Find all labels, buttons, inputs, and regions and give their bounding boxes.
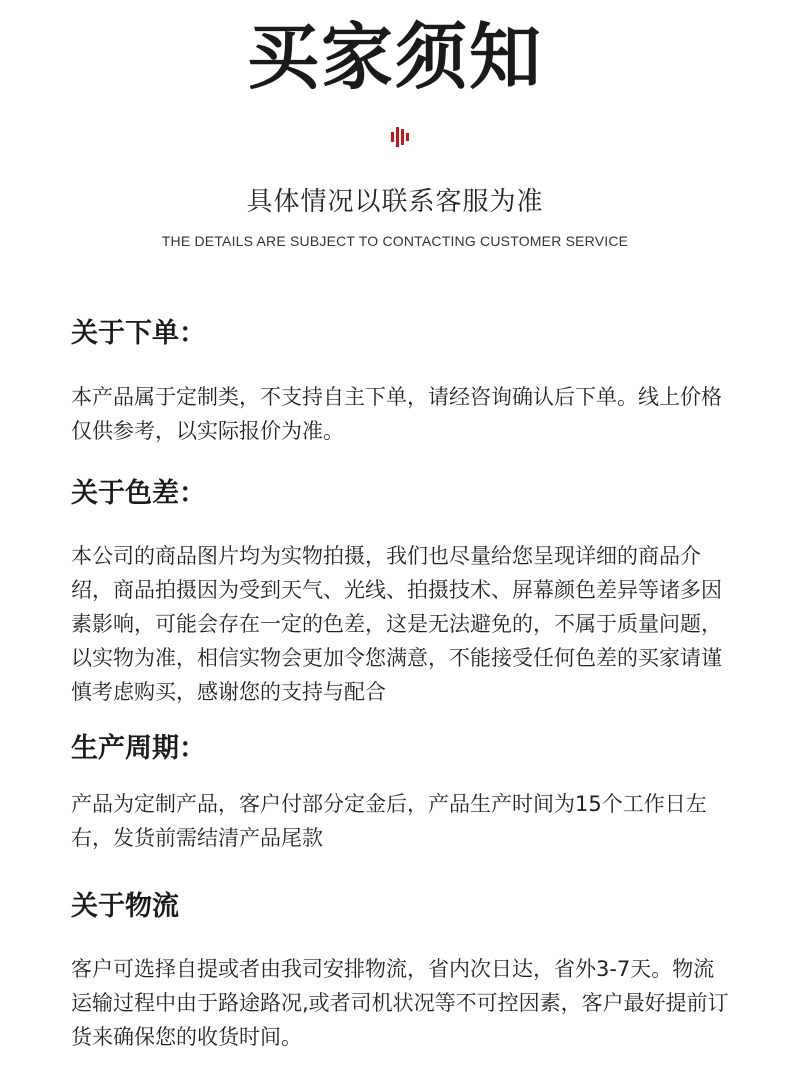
divider-bars-icon (390, 126, 410, 148)
subtitle-english: THE DETAILS ARE SUBJECT TO CONTACTING CUSTOMER SERVICE (161, 233, 629, 249)
subtitle-chinese: 具体情况以联系客服为准 (246, 187, 544, 217)
section-heading: 关于物流 (71, 891, 179, 922)
section-heading: 关于下单： (71, 318, 206, 349)
page-title: 买家须知 (246, 15, 543, 99)
section-body: 客户可选择自提或者由我司安排物流，省内次日达，省外3-7天。物流运输过程中由于路途路况,或者司机状况等不可控因素，客户最好提前订货来确保您的收货时间。 (71, 957, 729, 1049)
section-body: 产品为定制产品，客户付部分定金后，产品生产时间为15个工作日左右，发货前需结清产品尾款 (71, 792, 707, 850)
section-body: 本产品属于定制类，不支持自主下单，请经咨询确认后下单。线上价格仅供参考，以实际报价为准。 (71, 385, 722, 443)
section-heading: 关于色差： (71, 478, 206, 509)
section-heading: 生产周期： (71, 733, 206, 764)
section-body: 本公司的商品图片均为实物拍摄，我们也尽量给您呈现详细的商品介绍，商品拍摄因为受到天气、光线、拍摄技术、屏幕颜色差异等诸多因素影响，可能会存在一定的色差，这是无法避免的，不属于质量问题，以实物为准，相信实物会更加令您满意，不能接受任何色差的买家请谨慎考虑购买，感谢您的支持与配合 (71, 544, 722, 704)
